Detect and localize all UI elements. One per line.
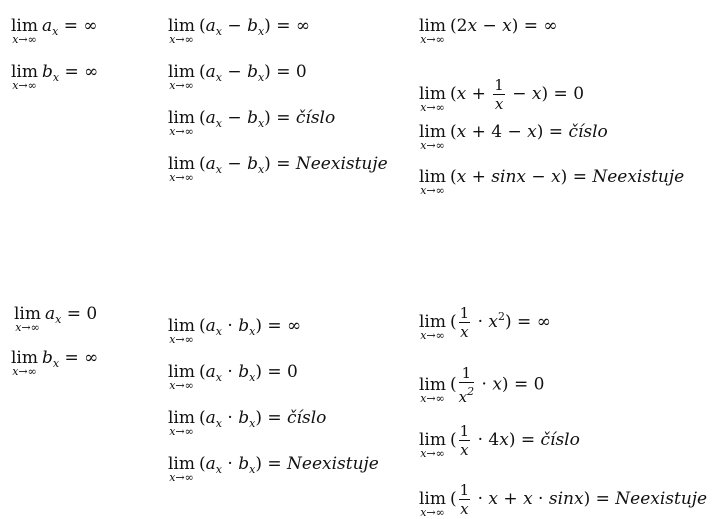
bottom-general-none: lim x→∞ $(a_x \cdot b_x)$ = Neexistuje [168, 454, 379, 484]
top-general-number: lim x→∞ $(a_x - b_x)$ = číslo [168, 108, 336, 138]
top-general-none: lim x→∞ $(a_x - b_x)$ = Neexistuje [168, 154, 388, 184]
top-premise-b: lim x→∞ $b_x$ = ∞ [11, 62, 99, 92]
top-premise-a: lim x→∞ $a_x$ = ∞ [11, 16, 98, 46]
top-example-none: lim x→∞ (x + sinx − x) = Neexistuje [419, 167, 685, 197]
top-general-zero: lim x→∞ $(a_x - b_x) = 0$ [168, 62, 307, 92]
top-example-zero: lim x→∞ (x + $\frac{1}{x}$ − x) = 0 [419, 76, 585, 114]
bottom-general-number: lim x→∞ $(a_x \cdot b_x)$ = číslo [168, 408, 327, 438]
bottom-example-zero: lim x→∞ ( $\frac{1}{x^2}$ · x) = 0 [419, 364, 545, 406]
top-example-inf: lim x→∞ (2x − x) = ∞ [419, 16, 558, 46]
bottom-example-none: lim x→∞ ( $\frac{1}{x}$ · x + x · sinx) = Neexistuje [419, 481, 708, 519]
bottom-premise-a: lim x→∞ $a_x = 0$ [14, 304, 98, 334]
top-example-number: lim x→∞ (x + 4 − x) = číslo [419, 122, 608, 152]
bottom-example-number: lim x→∞ ( $\frac{1}{x}$ · 4x) = číslo [419, 422, 580, 460]
bottom-example-inf: lim x→∞ ( $\frac{1}{x}$ · $x^2$) = ∞ [419, 304, 551, 342]
bottom-general-zero: lim x→∞ $(a_x \cdot b_x) = 0$ [168, 362, 298, 392]
bottom-general-inf: lim x→∞ $(a_x \cdot b_x)$ = ∞ [168, 316, 302, 346]
top-general-inf: lim x→∞ $(a_x - b_x)$ = ∞ [168, 16, 311, 46]
bottom-premise-b: lim x→∞ $b_x$ = ∞ [11, 348, 99, 378]
